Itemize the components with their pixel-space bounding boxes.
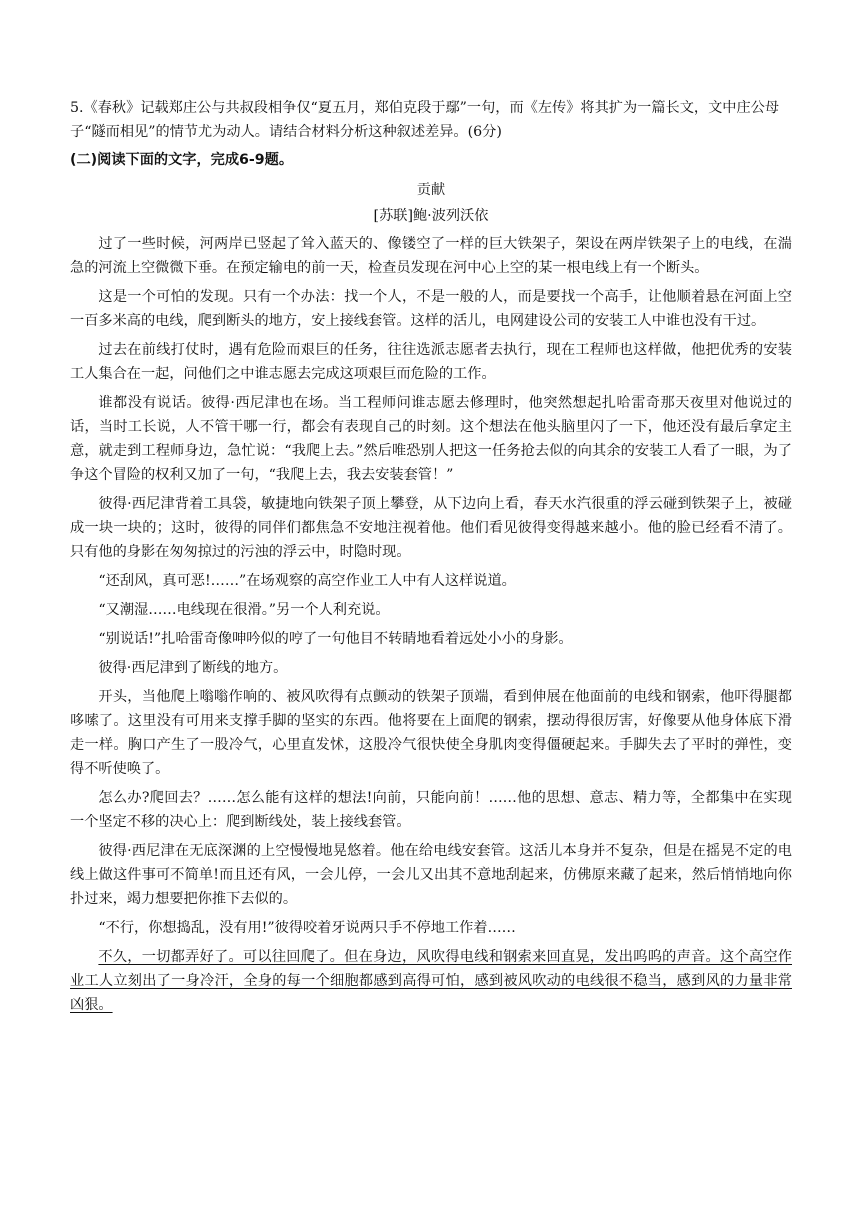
story-author: [苏联]鲍·波列沃依 xyxy=(373,208,489,224)
story-paragraph: 彼得·西尼津在无底深渊的上空慢慢地晃悠着。他在给电线安套管。这活儿本身并不复杂，但是在摇晃不定的电线上做这件事可不简单!而且还有风，一会儿停，一会儿又出其不意地刮起来，仿佛原来藏了起来，然后悄悄地向你扑过来，竭力想要把你推下去似的。 xyxy=(70,843,792,907)
story-paragraph: “别说话!”扎哈雷奇像呻吟似的哼了一句他目不转睛地看着远处小小的身影。 xyxy=(98,631,573,647)
story-title: 贡献 xyxy=(416,182,446,198)
story-paragraph: 过了一些时候，河两岸已竖起了耸入蓝天的、像镂空了一样的巨大铁架子，架设在两岸铁架子上的电线，在湍急的河流上空微微下垂。在预定输电的前一天，检查员发现在河中心上空的某一根电线上有一个断头。 xyxy=(70,236,792,276)
exam-page xyxy=(70,96,792,1022)
story-paragraph: 谁都没有说话。彼得·西尼津也在场。当工程师问谁志愿去修理时，他突然想起扎哈雷奇那天夜里对他说过的话，当时工长说，人不管干哪一行，都会有表现自己的时刻。这个想法在他头脑里闪了一下，他还没有最后拿定主意，就走到工程师身边，急忙说：“我爬上去。”然后唯恐别人把这一任务抢去似的向其余的安装工人看了一眼，为了争这个冒险的权利又加了一句，“我爬上去，我去安装套管！” xyxy=(70,395,792,483)
story-paragraph: 这是一个可怕的发现。只有一个办法：找一个人，不是一般的人，而是要找一个高手，让他顺着悬在河面上空一百多米高的电线，爬到断头的地方，安上接线套管。这样的活儿，电网建设公司的安装工人中谁也没有干过。 xyxy=(70,289,792,329)
story-paragraph: 过去在前线打仗时，遇有危险而艰巨的任务，往往选派志愿者去执行，现在工程师也这样做，他把优秀的安装工人集合在一起，问他们之中谁志愿去完成这项艰巨而危险的工作。 xyxy=(70,342,792,382)
underlined-sentence: 不久，一切都弄好了。可以往回爬了。但在身边，风吹得电线和钢索来回直晃，发出呜呜的声音。这个高空作业工人立刻出了一身冷汗，全身的每一个细胞都感到高得可怕，感到被风吹动的电线很不稳当，感到风的力量非常凶狠。 xyxy=(70,949,792,1013)
story-paragraph: “又潮湿……电线现在很滑。”另一个人利充说。 xyxy=(98,602,390,618)
story-paragraph: 彼得·西尼津到了断线的地方。 xyxy=(98,660,288,676)
section-heading: (二)阅读下面的文字，完成6-9题。 xyxy=(70,152,294,168)
story-paragraph: “还刮风，真可恶!……”在场观察的高空作业工人中有人这样说道。 xyxy=(98,573,516,589)
underlined-paragraph xyxy=(70,945,792,1017)
story-paragraph: 怎么办?爬回去？……怎么能有这样的想法!向前，只能向前！……他的思想、意志、精力等，全都集中在实现一个坚定不移的决心上：爬到断线处，装上接线套管。 xyxy=(70,790,792,830)
story-paragraph: “不行，你想捣乱，没有用!”彼得咬着牙说两只手不停地工作着…… xyxy=(98,920,516,936)
story-paragraph: 开头，当他爬上嗡嗡作响的、被风吹得有点颤动的铁架子顶端，看到伸展在他面前的电线和钢索，他吓得腿都哆嗦了。这里没有可用来支撑手脚的坚实的东西。他将要在上面爬的钢索，摆动得很厉害，好像要从他身体底下滑走一样。胸口产生了一股冷气，心里直发怵，这股冷气很快使全身肌肉变得僵硬起来。手脚失去了平时的弹性，变得不听使唤了。 xyxy=(70,689,792,777)
question-5: 5.《春秋》记载郑庄公与共叔段相争仅“夏五月，郑伯克段于鄢”一句，而《左传》将其扩为一篇长文，文中庄公母子“隧而相见”的情节尤为动人。请结合材料分析这种叙述差异。(6分) xyxy=(70,100,780,140)
story-paragraph: 彼得·西尼津背着工具袋，敏捷地向铁架子顶上攀登，从下边向上看，春天水汽很重的浮云碰到铁架子上，被碰成一块一块的；这时，彼得的同伴们都焦急不安地注视着他。他们看见彼得变得越来越小。他的脸已经看不清了。只有他的身影在匆匆掠过的污浊的浮云中，时隐时现。 xyxy=(70,496,792,560)
